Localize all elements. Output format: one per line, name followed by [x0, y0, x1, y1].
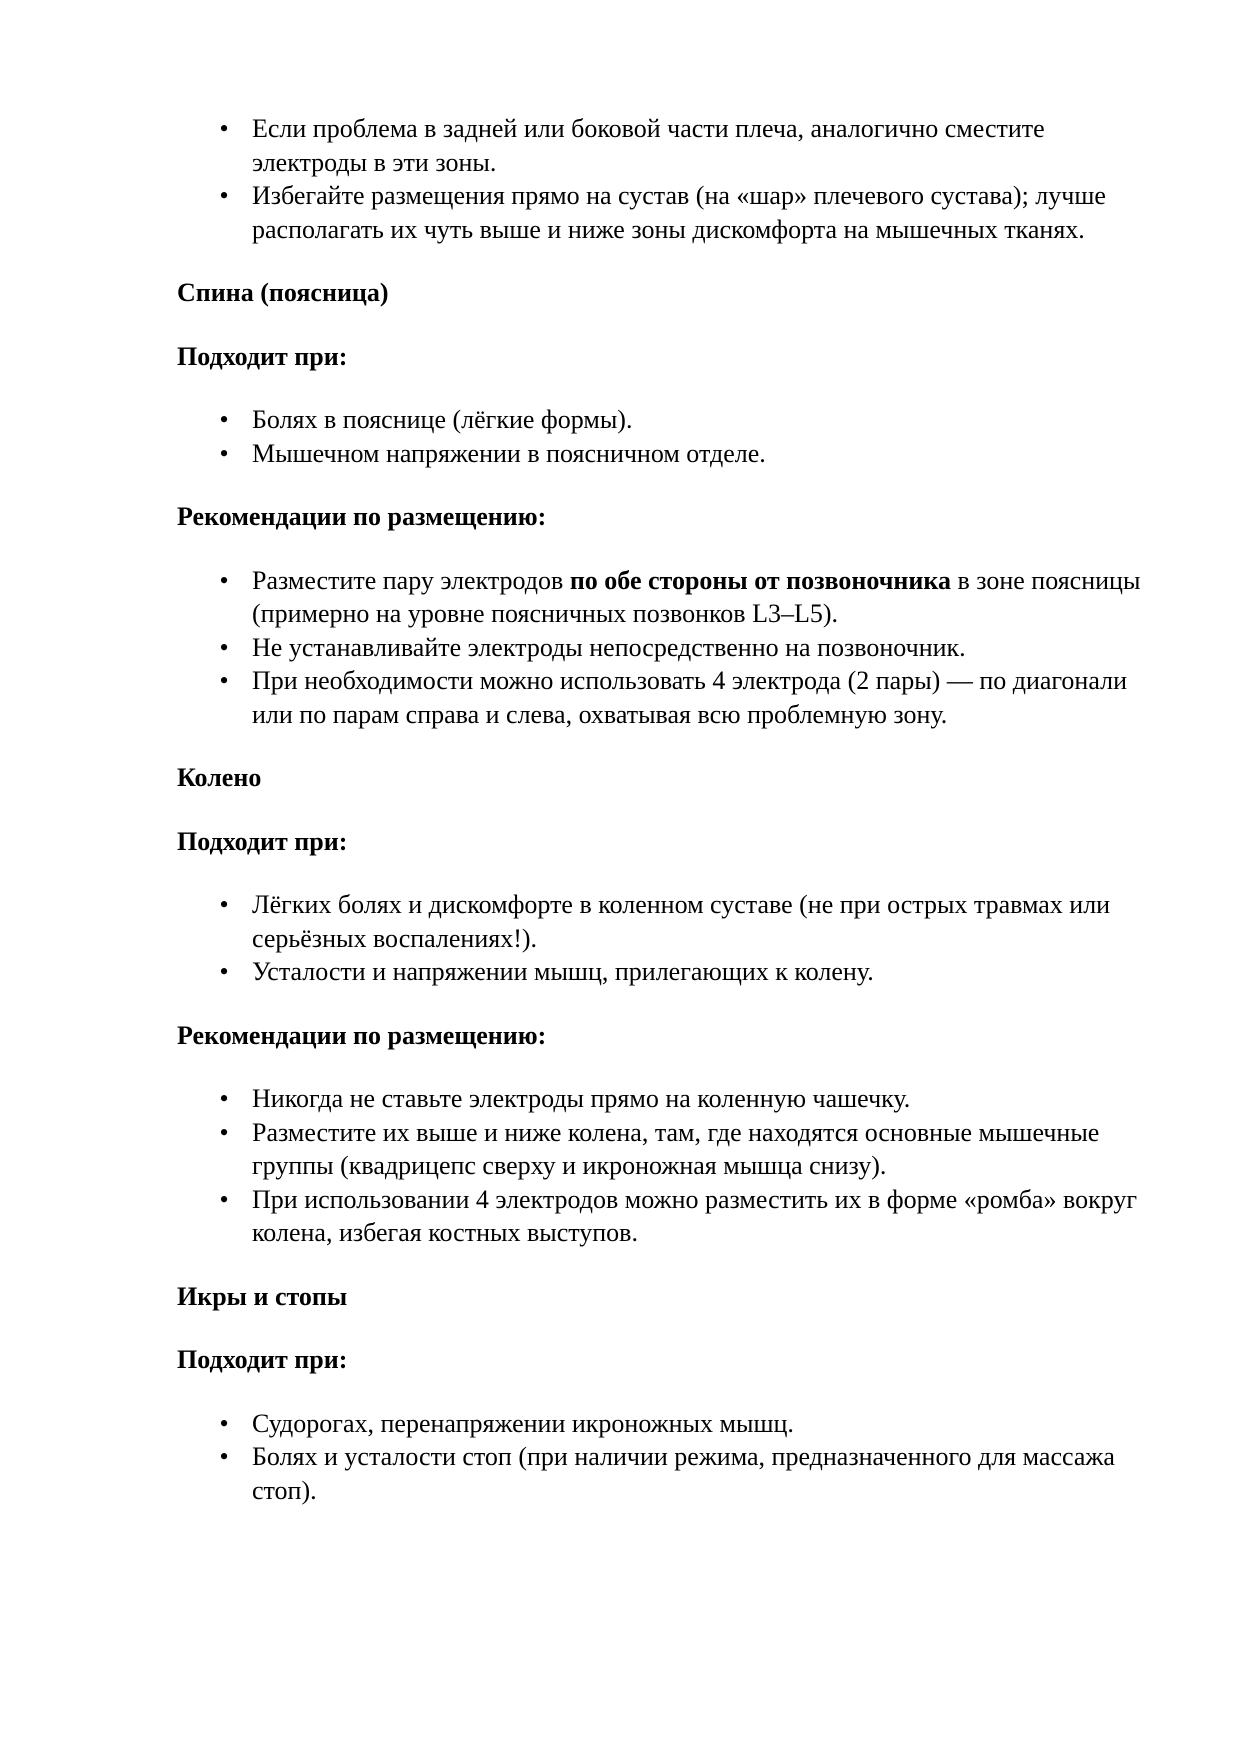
knee-suitable-list: [177, 888, 1157, 989]
list-item-text: Разместите их выше и ниже колена, там, где находятся основные мышечные группы (квадрицепс сверху и икроножная мышца снизу).: [252, 1117, 1100, 1180]
list-item-text: Если проблема в задней или боковой части плеча, аналогично сместите электроды в эти зоны.: [252, 114, 1045, 177]
subheading-placement: Рекомендации по размещению:: [177, 1020, 547, 1050]
bullet-icon: •: [219, 1117, 229, 1147]
section-title-calves: Икры и стопы: [177, 1281, 348, 1311]
intro-list: [177, 112, 1157, 246]
list-item: [177, 179, 1157, 246]
list-item-text: Не устанавливайте электроды непосредственно на позвоночник.: [252, 632, 966, 662]
bullet-icon: •: [219, 666, 229, 695]
list-item-text: При использовании 4 электродов можно разместить их в форме «ромба» вокруг колена, избегая костных выступов.: [252, 1184, 1138, 1247]
list-item: [177, 664, 1157, 731]
list-item-text-start: Разместите пару электродов: [252, 565, 570, 595]
list-item: [177, 403, 1157, 437]
list-item-text: При необходимости можно использовать 4 электрода (2 пары) — по диагонали или по парам справа и слева, охватывая всю проблемную зону.: [252, 666, 1127, 729]
list-item-text: Избегайте размещения прямо на сустав (на «шар» плечевого сустава); лучше располагать их чуть выше и ниже зоны дискомфорта на мышечных тканях.: [252, 181, 1106, 244]
list-item-text: Болях и усталости стоп (при наличии режима, предназначенного для массажа стоп).: [252, 1442, 1115, 1505]
bullet-icon: •: [219, 1184, 229, 1214]
back-suitable-list: [177, 403, 1157, 470]
list-item: [177, 1116, 1157, 1183]
bullet-icon: •: [219, 114, 229, 143]
list-item-text: Судорогах, перенапряжении икроножных мышц.: [252, 1408, 794, 1438]
list-item: [177, 564, 1157, 631]
bullet-icon: •: [219, 565, 229, 595]
list-item-text: Лёгких болях и дискомфорте в коленном суставе (не при острых травмах или серьёзных воспалениях!).: [252, 890, 1111, 953]
subheading-placement: Рекомендации по размещению:: [177, 502, 547, 531]
list-item: [177, 631, 1157, 665]
bullet-icon: •: [219, 890, 229, 919]
list-item-text: Болях в пояснице (лёгкие формы).: [252, 405, 633, 434]
list-item: [177, 955, 1157, 989]
calves-suitable-list: [177, 1407, 1157, 1508]
list-item: [177, 1407, 1157, 1441]
bullet-icon: •: [219, 181, 229, 210]
bullet-icon: •: [219, 957, 229, 986]
list-item: [177, 888, 1157, 955]
bullet-icon: •: [219, 1084, 229, 1113]
list-item-text: Никогда не ставьте электроды прямо на коленную чашечку.: [252, 1084, 911, 1113]
list-item-emphasis: по обе стороны от позвоночника: [569, 565, 951, 595]
list-item: [177, 1082, 1157, 1116]
bullet-icon: •: [219, 1442, 229, 1471]
subheading-suitable: Подходит при:: [177, 1345, 348, 1374]
list-item: [177, 1183, 1157, 1250]
subheading-suitable: Подходит при:: [177, 341, 348, 371]
back-placement-list: [177, 564, 1157, 732]
list-item: [177, 1440, 1157, 1507]
section-title-knee: Колено: [177, 763, 262, 792]
bullet-icon: •: [219, 438, 229, 468]
list-item: [177, 112, 1157, 179]
bullet-icon: •: [219, 632, 229, 662]
section-title-back: Спина (поясница): [177, 278, 389, 307]
knee-placement-list: [177, 1082, 1157, 1250]
list-item-text-end: в зоне поясницы (примерно на уровне поясничных позвонков L3–L5).: [252, 565, 1141, 628]
list-item: [177, 437, 1157, 471]
bullet-icon: •: [219, 1408, 229, 1438]
bullet-icon: •: [219, 405, 229, 434]
list-item-text: Мышечном напряжении в поясничном отделе.: [252, 438, 766, 468]
list-item-text: Усталости и напряжении мышц, прилегающих к колену.: [252, 957, 874, 986]
subheading-suitable: Подходит при:: [177, 826, 348, 856]
document-page: [177, 112, 1157, 1507]
